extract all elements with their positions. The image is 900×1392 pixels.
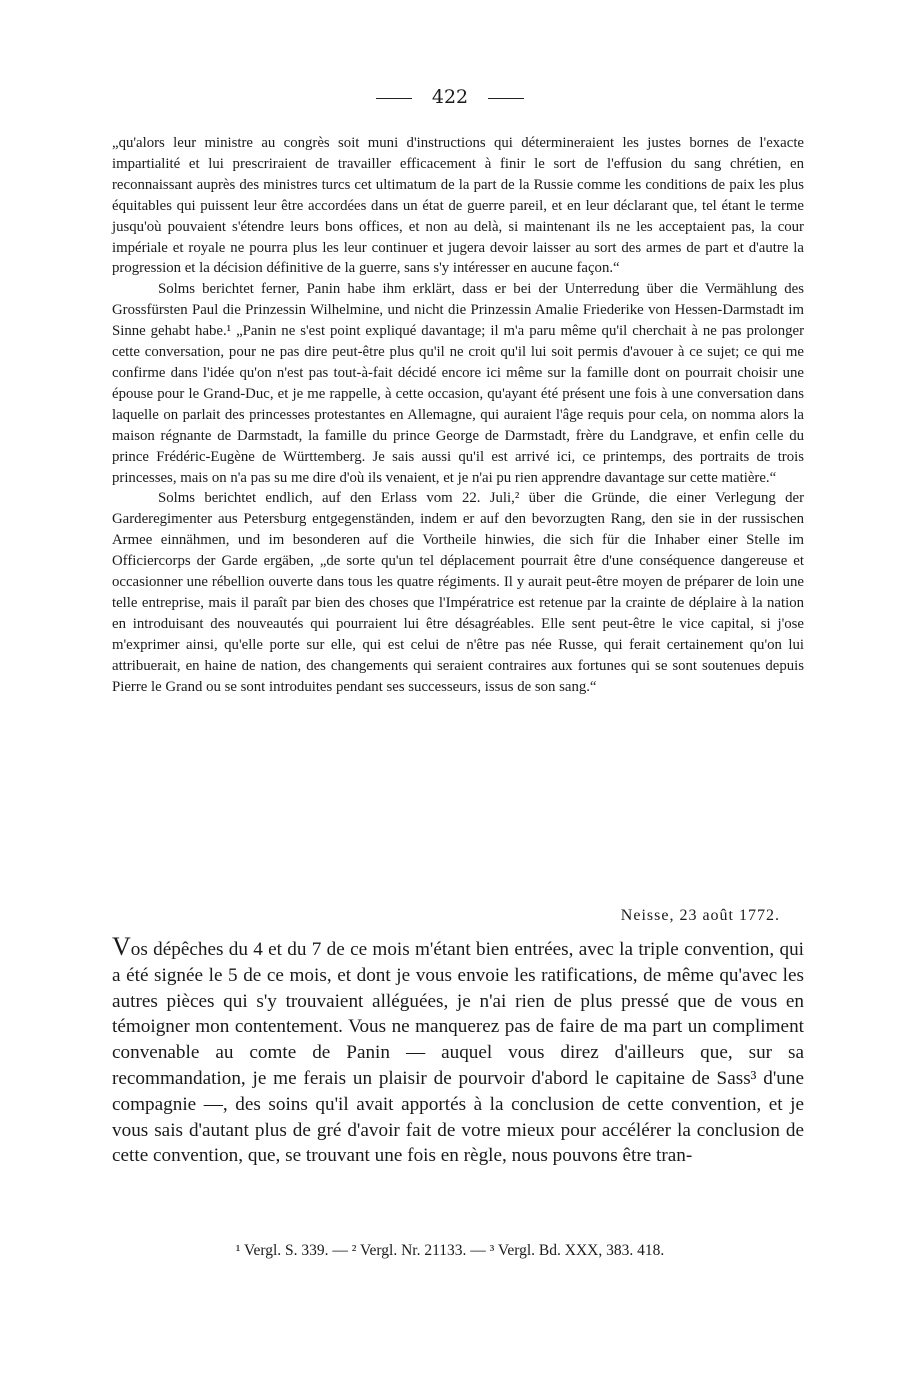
letter-body-section (112, 934, 804, 1169)
letter-paragraph (112, 934, 804, 1169)
page-header (0, 86, 900, 108)
letter-text: os dépêches du 4 et du 7 de ce mois m'étant bien entrées, avec la triple convention, qui a été signée le 5 de ce mois, et dont je vous envoie les ratifications, de même qu'avec les autres pièces qui s'y trouvaient alléguées, je n'ai rien de plus pressé que de vous en témoigner mon contentement. Vous ne manquerez pas de faire de ma part un compliment convenable au comte de Panin — auquel vous direz d'ailleurs que, sur sa recommandation, je me ferais un plaisir de pourvoir d'abord le capitaine de Sass³ d'une compagnie —, des soins qu'il avait apportés à la conclusion de cette convention, et je vous sais d'autant plus de gré d'avoir fait de votre mieux pour accélérer la conclusion de cette convention, que, se trouvant une fois en règle, nous pouvons être tran- (112, 939, 804, 1167)
letter-dateline: Neisse, 23 août 1772. (620, 907, 780, 924)
paragraph-solms-endlich: Solms berichtet endlich, auf den Erlass vom 22. Juli,² über die Gründe, die einer Verlegung der Garderegimenter aus Petersburg entgegenständen, indem er auf den bevorzugten Rang, den sie in der russischen Armee einnähmen, und im besonderen auf die Vortheile hinwies, die sich für die Inhaber einer Stelle im Officiercorps der Garde ergäben, „de sorte qu'un tel déplacement pourrait être d'une conséquence dangereuse et occasionner une rébellion ouverte dans tous les quatre régiments. Il y aurait peut-être moyen de préparer de loin une telle entreprise, mais il paraît par bien des choses que l'Impératrice est retenue par la crainte de déplaire à la nation en introduisant des nouveautés qui pourraient lui être désagréables. Elle sent peut-être le vice capital, si j'ose m'exprimer ainsi, qu'elle porte sur elle, qui est celui de n'être pas née Russe, qui ferait certainement qu'on lui attribuerait, en haine de nation, des changements qui seraient contraires aux fortunes qui se sont soutenues depuis Pierre le Grand ou se sont introduites pendant ses successeurs, issus de son sang.“ (112, 490, 804, 695)
page-number: 422 (431, 86, 469, 108)
header-rule-right (488, 98, 524, 99)
footnotes: ¹ Vergl. S. 339. — ² Vergl. Nr. 21133. — ³ Vergl. Bd. XXX, 383. 418. (235, 1242, 665, 1259)
paragraph-solms-ferner: Solms berichtet ferner, Panin habe ihm erklärt, dass er bei der Unterredung über die Vermählung des Grossfürsten Paul die Prinzessin Wilhelmine, und nicht die Prinzessin Amalie Friederike von Hessen-Darmstadt im Sinne gehabt habe.¹ „Panin ne s'est point expliqué davantage; il m'a paru même qu'il cherchait à ne pas prolonger cette conversation, pour ne pas dire peut-être plus qu'il ne croit qu'il lui soit permis d'avouer à ce sujet; ce qui me confirme dans l'idée qu'on n'est pas tout-à-fait décidé encore ici même sur la famille dont on pourrait choisir une épouse pour le Grand-Duc, et je me rappelle, à cette occasion, qu'ayant été présent une fois à une conversation dans laquelle on parlait des princesses protestantes en Allemagne, qui auraient l'âge requis pour cela, on nomma alors la maison régnante de Darmstadt, la famille du prince George de Darmstadt, frère du Landgrave, et enfin celle du prince Frédéric-Eugène de Württemberg. Je sais aussi qu'il est arrivé ici, ce printemps, des portraits de trois princesses, mais on n'a pas su me dire d'où ils venaient, et je n'ai pu rien apprendre davantage sur cette matière.“ (112, 281, 804, 486)
letter-initial: V (112, 932, 131, 961)
paragraph-quote-continuation: „qu'alors leur ministre au congrès soit muni d'instructions qui détermineraient les justes bornes de l'exacte impartialité et lui prescriraient de travailler efficacement à finir le sort de l'effusion du sang chrétien, en reconnaissant auprès des ministres turcs cet ultimatum de la part de la Russie comme les conditions de paix les plus équitables qui puissent leur être accordées dans un état de guerre pareil, et en leur déclarant que, tel étant le terme jusqu'où pouvaient s'étendre leurs bons offices, et non au delà, si maintenant ils ne les acceptaient pas, la cour impériale et royale ne pourra plus les leur continuer et jugera devoir laisser au sort des armes de part et d'autre la progression et la décision définitive de la guerre, sans s'y intéresser en aucune façon.“ (112, 135, 804, 277)
small-text-section (112, 133, 804, 697)
header-rule-left (376, 98, 412, 99)
